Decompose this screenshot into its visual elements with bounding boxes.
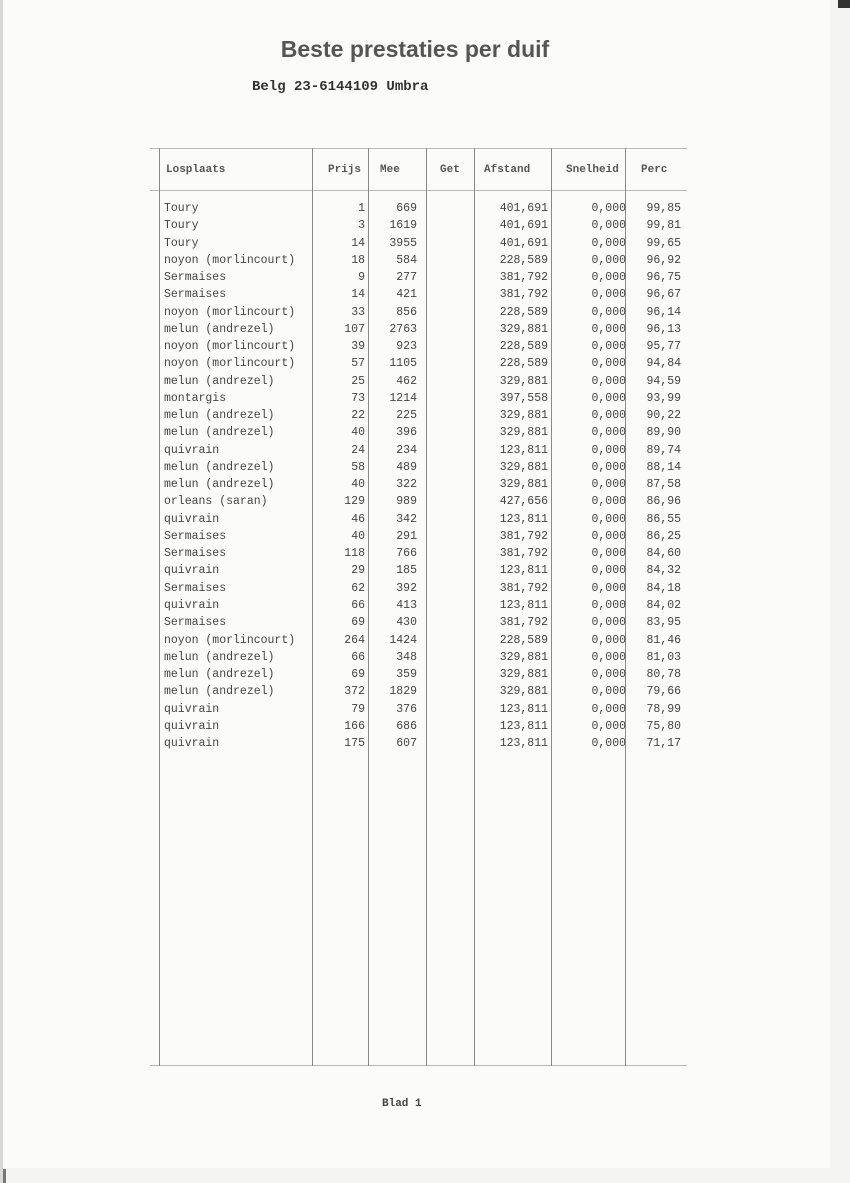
cell-mee: 584 [396, 253, 417, 267]
cell-perc: 75,80 [646, 719, 681, 733]
cell-perc: 81,46 [646, 633, 681, 647]
cell-prijs: 118 [344, 547, 365, 561]
table-row [150, 599, 687, 616]
table-row [150, 703, 687, 720]
cell-perc: 86,25 [646, 529, 681, 543]
cell-snelheid: 0,000 [591, 702, 626, 716]
cell-mee: 489 [396, 460, 417, 474]
table-row [150, 237, 687, 254]
cell-snelheid: 0,000 [591, 288, 626, 302]
cell-mee: 1424 [389, 633, 417, 647]
cell-snelheid: 0,000 [591, 668, 626, 682]
cell-prijs: 39 [351, 340, 365, 354]
cell-losplaats: Sermaises [164, 529, 227, 543]
cell-afstand: 381,792 [499, 581, 548, 595]
cell-afstand: 381,792 [499, 529, 548, 543]
cell-mee: 1214 [389, 391, 417, 405]
table-row [150, 409, 687, 426]
cell-afstand: 228,589 [499, 357, 548, 371]
table-row [150, 202, 687, 219]
page-number: Blad 1 [382, 1098, 422, 1110]
header-divider [150, 190, 687, 191]
table-top-border [150, 148, 687, 149]
cell-mee: 277 [396, 271, 417, 285]
cell-mee: 686 [396, 719, 417, 733]
cell-snelheid: 0,000 [591, 236, 626, 250]
cell-prijs: 107 [344, 322, 365, 336]
cell-perc: 83,95 [646, 616, 681, 630]
cell-losplaats: quivrain [164, 443, 220, 457]
cell-prijs: 57 [351, 357, 365, 371]
cell-perc: 87,58 [646, 478, 681, 492]
cell-prijs: 166 [344, 719, 365, 733]
cell-prijs: 25 [351, 374, 365, 388]
cell-losplaats: melun (andrezel) [164, 409, 275, 423]
cell-perc: 93,99 [646, 391, 681, 405]
cell-afstand: 123,811 [499, 512, 548, 526]
header-snelheid: Snelheid [566, 164, 619, 176]
cell-prijs: 175 [344, 737, 365, 751]
cell-snelheid: 0,000 [591, 357, 626, 371]
cell-afstand: 381,792 [499, 547, 548, 561]
table-row [150, 547, 687, 564]
cell-losplaats: melun (andrezel) [164, 374, 275, 388]
cell-afstand: 329,881 [499, 478, 548, 492]
cell-afstand: 381,792 [499, 616, 548, 630]
cell-afstand: 123,811 [499, 598, 548, 612]
cell-prijs: 18 [351, 253, 365, 267]
cell-prijs: 372 [344, 685, 365, 699]
cell-losplaats: quivrain [164, 598, 220, 612]
cell-mee: 2763 [389, 322, 417, 336]
cell-snelheid: 0,000 [591, 616, 626, 630]
table-row [150, 219, 687, 236]
cell-perc: 89,74 [646, 443, 681, 457]
cell-losplaats: noyon (morlincourt) [164, 340, 296, 354]
cell-losplaats: quivrain [164, 564, 220, 578]
cell-afstand: 123,811 [499, 737, 548, 751]
header-get: Get [440, 164, 460, 176]
cell-mee: 291 [396, 529, 417, 543]
cell-afstand: 381,792 [499, 288, 548, 302]
cell-losplaats: quivrain [164, 737, 220, 751]
cell-mee: 3955 [389, 236, 417, 250]
cell-prijs: 58 [351, 460, 365, 474]
cell-perc: 99,85 [646, 202, 681, 215]
cell-prijs: 29 [351, 564, 365, 578]
cell-afstand: 228,589 [499, 633, 548, 647]
header-afstand: Afstand [484, 164, 531, 176]
table-bottom-border [150, 1065, 687, 1066]
cell-snelheid: 0,000 [591, 719, 626, 733]
cell-losplaats: melun (andrezel) [164, 460, 275, 474]
cell-perc: 96,14 [646, 305, 681, 319]
cell-mee: 421 [396, 288, 417, 302]
header-losplaats: Losplaats [166, 164, 226, 176]
cell-afstand: 329,881 [499, 322, 548, 336]
cell-perc: 78,99 [646, 702, 681, 716]
table-row [150, 426, 687, 443]
cell-mee: 322 [396, 478, 417, 492]
cell-prijs: 24 [351, 443, 365, 457]
cell-prijs: 69 [351, 668, 365, 682]
cell-mee: 462 [396, 374, 417, 388]
cell-losplaats: Sermaises [164, 616, 227, 630]
cell-afstand: 228,589 [499, 305, 548, 319]
cell-losplaats: montargis [164, 391, 227, 405]
cell-mee: 234 [396, 443, 417, 457]
table-row [150, 513, 687, 530]
cell-afstand: 123,811 [499, 702, 548, 716]
scan-mark [3, 1169, 6, 1183]
cell-mee: 185 [396, 564, 417, 578]
cell-snelheid: 0,000 [591, 409, 626, 423]
cell-mee: 376 [396, 702, 417, 716]
cell-losplaats: melun (andrezel) [164, 426, 275, 440]
cell-mee: 669 [396, 202, 417, 215]
table-row [150, 254, 687, 271]
table-row [150, 375, 687, 392]
cell-mee: 225 [396, 409, 417, 423]
cell-losplaats: noyon (morlincourt) [164, 253, 296, 267]
cell-snelheid: 0,000 [591, 564, 626, 578]
cell-snelheid: 0,000 [591, 391, 626, 405]
cell-snelheid: 0,000 [591, 305, 626, 319]
cell-afstand: 381,792 [499, 271, 548, 285]
cell-perc: 96,75 [646, 271, 681, 285]
cell-snelheid: 0,000 [591, 426, 626, 440]
cell-snelheid: 0,000 [591, 512, 626, 526]
cell-afstand: 228,589 [499, 253, 548, 267]
cell-losplaats: melun (andrezel) [164, 322, 275, 336]
cell-afstand: 329,881 [499, 668, 548, 682]
cell-snelheid: 0,000 [591, 581, 626, 595]
table-row [150, 444, 687, 461]
cell-prijs: 46 [351, 512, 365, 526]
cell-snelheid: 0,000 [591, 202, 626, 215]
cell-snelheid: 0,000 [591, 460, 626, 474]
cell-afstand: 401,691 [499, 236, 548, 250]
cell-snelheid: 0,000 [591, 219, 626, 233]
cell-prijs: 40 [351, 529, 365, 543]
cell-perc: 81,03 [646, 650, 681, 664]
table-row [150, 288, 687, 305]
cell-prijs: 129 [344, 495, 365, 509]
cell-prijs: 22 [351, 409, 365, 423]
cell-snelheid: 0,000 [591, 253, 626, 267]
table-row [150, 720, 687, 737]
cell-perc: 90,22 [646, 409, 681, 423]
cell-losplaats: noyon (morlincourt) [164, 633, 296, 647]
cell-perc: 84,32 [646, 564, 681, 578]
cell-perc: 99,81 [646, 219, 681, 233]
cell-losplaats: noyon (morlincourt) [164, 357, 296, 371]
cell-afstand: 123,811 [499, 564, 548, 578]
cell-losplaats: Sermaises [164, 271, 227, 285]
cell-prijs: 264 [344, 633, 365, 647]
cell-afstand: 329,881 [499, 460, 548, 474]
cell-prijs: 73 [351, 391, 365, 405]
cell-losplaats: Toury [164, 219, 199, 233]
cell-snelheid: 0,000 [591, 340, 626, 354]
cell-losplaats: melun (andrezel) [164, 478, 275, 492]
table-row [150, 616, 687, 633]
table-row [150, 306, 687, 323]
cell-mee: 348 [396, 650, 417, 664]
cell-afstand: 329,881 [499, 685, 548, 699]
cell-losplaats: Sermaises [164, 547, 227, 561]
cell-mee: 856 [396, 305, 417, 319]
table-row [150, 685, 687, 702]
cell-afstand: 427,656 [499, 495, 548, 509]
table-row [150, 737, 687, 754]
cell-mee: 342 [396, 512, 417, 526]
header-prijs: Prijs [328, 164, 362, 176]
cell-snelheid: 0,000 [591, 478, 626, 492]
cell-snelheid: 0,000 [591, 271, 626, 285]
cell-perc: 94,59 [646, 374, 681, 388]
table-row [150, 495, 687, 512]
table-row [150, 634, 687, 651]
cell-mee: 1619 [389, 219, 417, 233]
cell-snelheid: 0,000 [591, 598, 626, 612]
cell-perc: 86,55 [646, 512, 681, 526]
cell-snelheid: 0,000 [591, 374, 626, 388]
table-row [150, 478, 687, 495]
cell-mee: 607 [396, 737, 417, 751]
cell-prijs: 9 [358, 271, 365, 285]
pigeon-id: Belg 23-6144109 Umbra [252, 79, 429, 95]
cell-perc: 84,02 [646, 598, 681, 612]
table-row [150, 357, 687, 374]
cell-mee: 1105 [389, 357, 417, 371]
cell-prijs: 66 [351, 650, 365, 664]
results-table [150, 148, 687, 1066]
cell-mee: 1829 [389, 685, 417, 699]
cell-perc: 84,60 [646, 547, 681, 561]
cell-mee: 766 [396, 547, 417, 561]
cell-afstand: 123,811 [499, 443, 548, 457]
cell-afstand: 329,881 [499, 374, 548, 388]
table-row [150, 530, 687, 547]
table-row [150, 564, 687, 581]
cell-afstand: 329,881 [499, 409, 548, 423]
cell-losplaats: Toury [164, 236, 199, 250]
cell-prijs: 14 [351, 288, 365, 302]
cell-losplaats: quivrain [164, 512, 220, 526]
cell-afstand: 329,881 [499, 426, 548, 440]
cell-perc: 96,67 [646, 288, 681, 302]
cell-perc: 84,18 [646, 581, 681, 595]
cell-losplaats: Sermaises [164, 581, 227, 595]
cell-mee: 430 [396, 616, 417, 630]
cell-snelheid: 0,000 [591, 443, 626, 457]
cell-snelheid: 0,000 [591, 650, 626, 664]
header-perc: Perc [641, 164, 668, 176]
cell-losplaats: melun (andrezel) [164, 650, 275, 664]
table-row [150, 323, 687, 340]
cell-prijs: 69 [351, 616, 365, 630]
cell-losplaats: melun (andrezel) [164, 668, 275, 682]
cell-snelheid: 0,000 [591, 529, 626, 543]
table-row [150, 668, 687, 685]
cell-afstand: 123,811 [499, 719, 548, 733]
cell-mee: 923 [396, 340, 417, 354]
cell-mee: 413 [396, 598, 417, 612]
cell-perc: 88,14 [646, 460, 681, 474]
cell-losplaats: noyon (morlincourt) [164, 305, 296, 319]
cell-afstand: 401,691 [499, 202, 548, 215]
page-title: Beste prestaties per duif [280, 36, 550, 62]
cell-perc: 99,65 [646, 236, 681, 250]
cell-perc: 96,13 [646, 322, 681, 336]
cell-prijs: 3 [358, 219, 365, 233]
table-row [150, 340, 687, 357]
cell-losplaats: Sermaises [164, 288, 227, 302]
cell-perc: 79,66 [646, 685, 681, 699]
cell-losplaats: quivrain [164, 702, 220, 716]
cell-mee: 396 [396, 426, 417, 440]
cell-perc: 71,17 [646, 737, 681, 751]
cell-prijs: 40 [351, 478, 365, 492]
table-row [150, 461, 687, 478]
cell-perc: 94,84 [646, 357, 681, 371]
cell-snelheid: 0,000 [591, 737, 626, 751]
cell-prijs: 62 [351, 581, 365, 595]
cell-perc: 96,92 [646, 253, 681, 267]
cell-mee: 359 [396, 668, 417, 682]
cell-prijs: 14 [351, 236, 365, 250]
cell-mee: 989 [396, 495, 417, 509]
cell-prijs: 40 [351, 426, 365, 440]
scan-mark [838, 0, 850, 8]
cell-afstand: 401,691 [499, 219, 548, 233]
cell-losplaats: Toury [164, 202, 199, 215]
scan-edge [0, 0, 3, 1183]
cell-snelheid: 0,000 [591, 547, 626, 561]
cell-afstand: 397,558 [499, 391, 548, 405]
cell-snelheid: 0,000 [591, 633, 626, 647]
cell-afstand: 228,589 [499, 340, 548, 354]
header-mee: Mee [380, 164, 400, 176]
cell-afstand: 329,881 [499, 650, 548, 664]
cell-perc: 95,77 [646, 340, 681, 354]
table-row [150, 651, 687, 668]
cell-prijs: 79 [351, 702, 365, 716]
cell-snelheid: 0,000 [591, 322, 626, 336]
cell-losplaats: orleans (saran) [164, 495, 268, 509]
cell-perc: 80,78 [646, 668, 681, 682]
cell-prijs: 33 [351, 305, 365, 319]
cell-prijs: 1 [358, 202, 365, 215]
cell-snelheid: 0,000 [591, 685, 626, 699]
cell-perc: 86,96 [646, 495, 681, 509]
cell-losplaats: melun (andrezel) [164, 685, 275, 699]
table-row [150, 271, 687, 288]
cell-mee: 392 [396, 581, 417, 595]
table-row [150, 582, 687, 599]
cell-perc: 89,90 [646, 426, 681, 440]
cell-losplaats: quivrain [164, 719, 220, 733]
cell-snelheid: 0,000 [591, 495, 626, 509]
cell-prijs: 66 [351, 598, 365, 612]
table-row [150, 392, 687, 409]
